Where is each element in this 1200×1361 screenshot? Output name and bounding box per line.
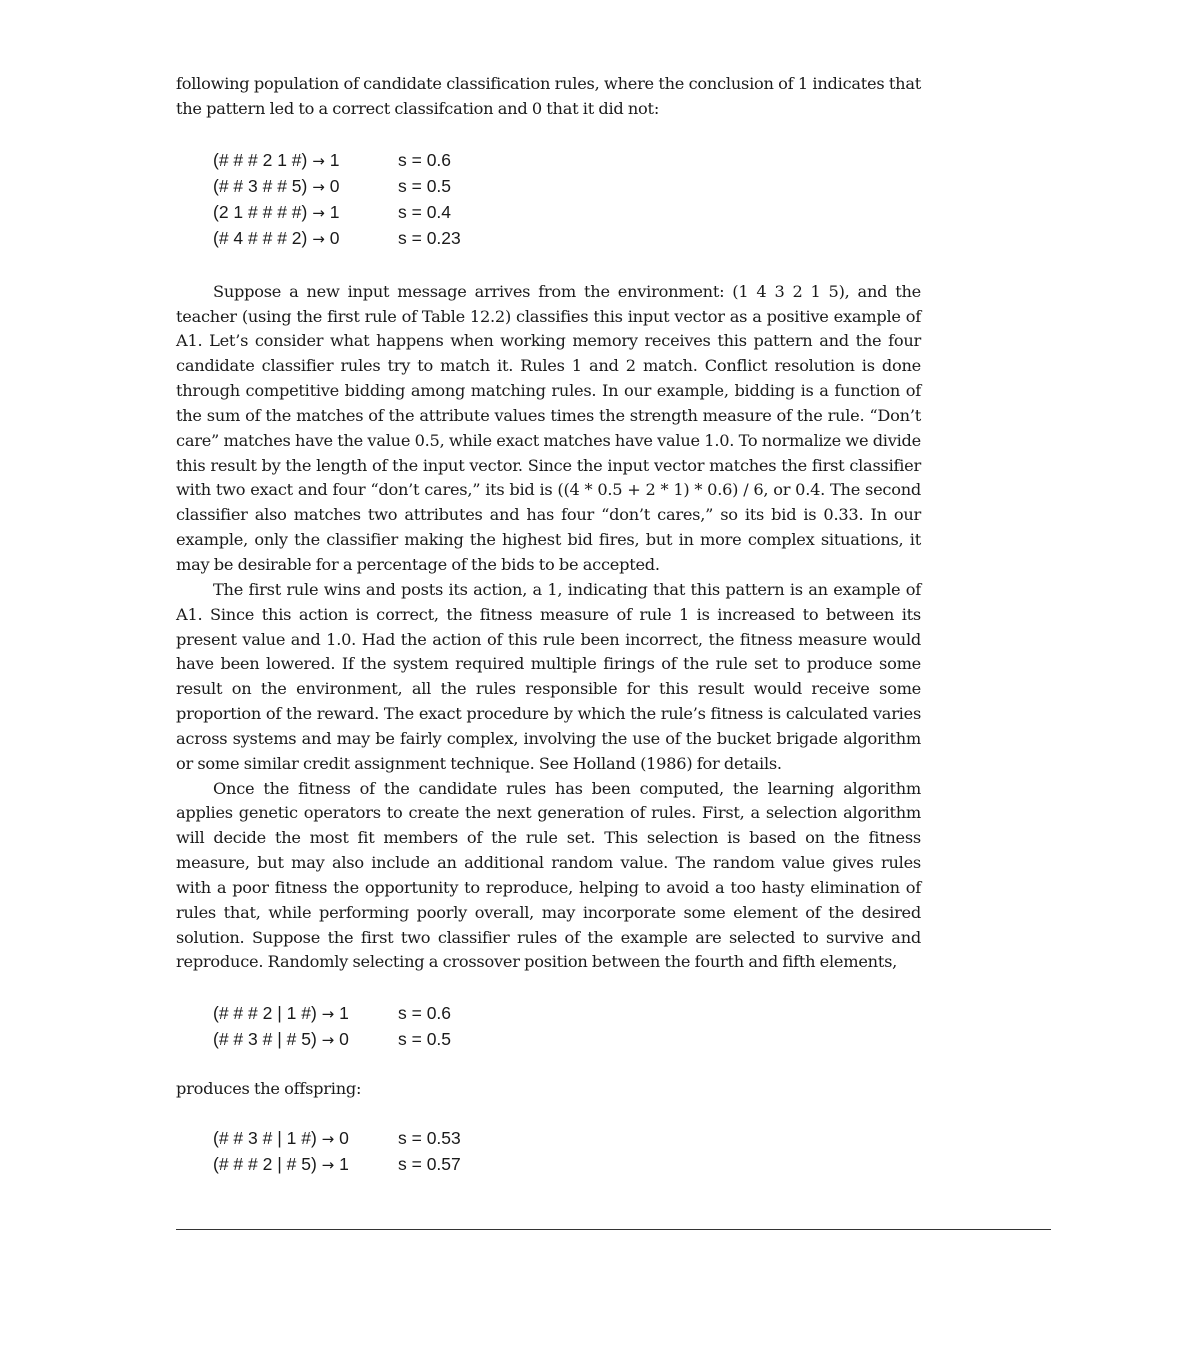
arrow-icon: → [312,177,325,196]
page-body [176,72,921,1178]
rule-conclusion: 1 [329,201,340,222]
rule-row [213,174,921,200]
intro-paragraph: following population of candidate classification rules, where the conclusion of 1 indicates that the pattern led to a correct classifcation and 0 that it did not: [176,74,921,118]
footnote-divider [176,1229,1051,1230]
rule-row [213,148,921,174]
rule-conclusion: 1 [339,1154,349,1175]
initial-rule-list [213,148,921,252]
rule-conclusion: 0 [339,1128,349,1149]
arrow-icon: → [312,203,325,222]
arrow-icon: → [321,1031,335,1050]
rule-pattern: (2 1 # # # #) [213,201,308,222]
rule-pattern: (# 4 # # # 2) [213,227,308,248]
rule-row [213,1152,921,1178]
paragraph-fitness: The first rule wins and posts its action, a 1, indicating that this pattern is an example of A1. Since this action is correct, the fitness measure of rule 1 is increased to between its present value and 1.0. Had the action of this rule been incorrect, the fitness measure would have been lowered. If the system required multiple firings of the rule set to produce some result on the environment, all the rules responsible for this result would receive some proportion of the reward. The exact procedure by which the rule’s fitness is calculated varies across systems and may be fairly complex, involving the use of the bucket brigade algorithm or some similar credit assignment technique. See Holland (1986) for details. [176,579,921,773]
rule-row [213,226,921,252]
crossover-rule-list [213,1001,921,1053]
rule-pattern: (# # # 2 | # 5) [213,1154,317,1175]
rule-conclusion: 0 [329,227,340,248]
rule-row [213,1027,921,1053]
arrow-icon: → [312,229,325,248]
rule-strength: s = 0.53 [398,1128,461,1149]
rule-conclusion: 1 [339,1003,349,1024]
rule-conclusion: 0 [339,1029,349,1050]
rule-row [213,200,921,226]
rule-row [213,1001,921,1027]
rule-strength: s = 0.57 [398,1154,461,1175]
arrow-icon: → [321,1005,335,1024]
rule-row [213,1126,921,1152]
rule-conclusion: 0 [329,175,340,196]
rule-strength: s = 0.5 [398,175,452,196]
arrow-icon: → [312,151,325,170]
rule-strength: s = 0.6 [398,1003,452,1024]
rule-conclusion: 1 [329,149,340,170]
rule-pattern: (# # # 2 | 1 #) [213,1003,317,1024]
rule-pattern: (# # 3 # # 5) [213,175,308,196]
paragraph-bidding: Suppose a new input message arrives from the environment: (1 4 3 2 1 5), and the teacher (using the first rule of Table 12.2) classifies this input vector as a positive example of A1. Let’s consider what happens when working memory receives this pattern and the four candidate classifier rules try to match it. Rules 1 and 2 match. Conflict resolution is done through competitive bidding among matching rules. In our example, bidding is a function of the sum of the matches of the attribute values times the strength measure of the rule. “Don’t care” matches have the value 0.5, while exact matches have value 1.0. To normalize we divide this result by the length of the input vector. Since the input vector matches the first classifier with two exact and four “don’t cares,” its bid is ((4 * 0.5 + 2 * 1) * 0.6) / 6, or 0.4. The second classifier also matches two attributes and has four “don’t cares,” so its bid is 0.33. In our example, only the classifier making the highest bid fires, but in more complex situations, it may be desirable for a percentage of the bids to be accepted. [176,281,921,574]
rule-pattern: (# # # 2 1 #) [213,149,308,170]
rule-strength: s = 0.4 [398,201,452,222]
rule-pattern: (# # 3 # | 1 #) [213,1128,317,1149]
rule-pattern: (# # 3 # | # 5) [213,1029,317,1050]
offspring-label: produces the offspring: [176,1079,362,1099]
rule-strength: s = 0.5 [398,1029,452,1050]
rule-strength: s = 0.6 [398,149,452,170]
arrow-icon: → [321,1156,335,1175]
offspring-rule-list [213,1126,921,1178]
rule-strength: s = 0.23 [398,227,461,248]
arrow-icon: → [321,1130,335,1149]
paragraph-genetic-operators: Once the fitness of the candidate rules has been computed, the learning algorithm applies genetic operators to create the next generation of rules. First, a selection algorithm will decide the most fit members of the rule set. This selection is based on the fitness measure, but may also include an additional random value. The random value gives rules with a poor fitness the opportunity to reproduce, helping to avoid a too hasty elimination of rules that, while performing poorly overall, may incorporate some element of the desired solution. Suppose the first two classifier rules of the example are selected to survive and reproduce. Randomly selecting a crossover position between the fourth and fifth elements, [176,778,921,972]
